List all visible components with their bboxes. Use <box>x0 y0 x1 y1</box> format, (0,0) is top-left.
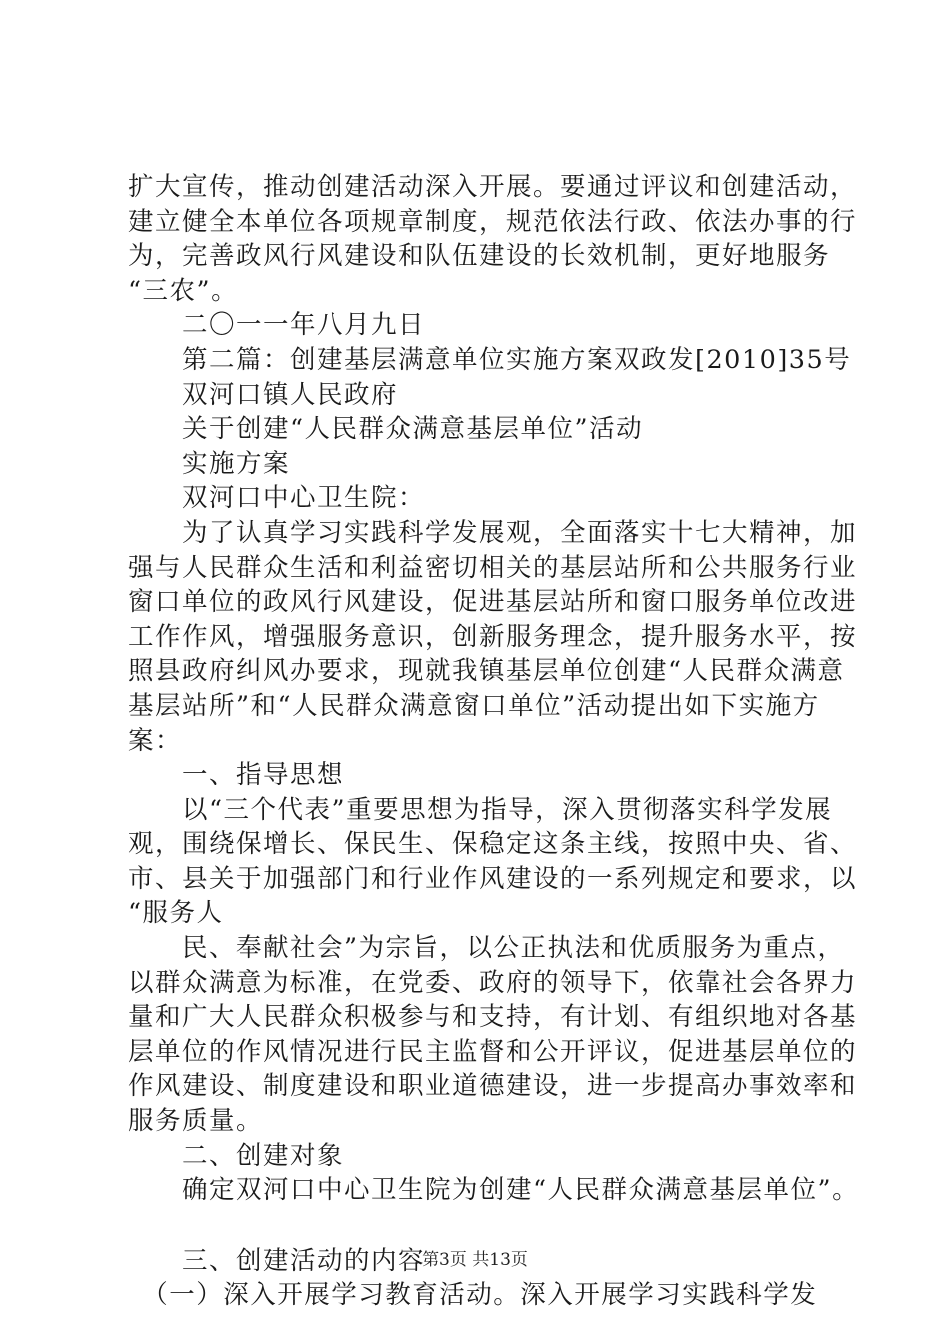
text-line: 二、创建对象 <box>128 1140 345 1171</box>
text-line: 照县政府纠风办要求，现就我镇基层单位创建“人民群众满意 <box>128 656 845 687</box>
text-line: 实施方案 <box>128 448 291 479</box>
text-line: 为了认真学习实践科学发展观，全面落实十七大精神，加 <box>128 517 858 548</box>
text-line: 二〇一一年八月九日 <box>128 310 426 341</box>
text-line: 窗口单位的政风行风建设，促进基层站所和窗口服务单位改进 <box>128 587 858 618</box>
text-line: 第二篇：创建基层满意单位实施方案双政发[2010]35号 <box>128 344 852 375</box>
text-line: 扩大宣传，推动创建活动深入开展。要通过评议和创建活动， <box>128 172 858 202</box>
text-line: 三、创建活动的内容 <box>128 1245 426 1276</box>
text-line: 确定双河口中心卫生院为创建“人民群众满意基层单位”。 <box>128 1175 860 1206</box>
text-line: 作风建设、制度建设和职业道德建设，进一步提高办事效率和 <box>128 1071 858 1102</box>
text-line: 以“三个代表”重要思想为指导，深入贯彻落实科学发展 <box>128 794 833 825</box>
page-footer: 第3页 共13页 <box>422 1250 528 1270</box>
document-body <box>128 170 860 1313</box>
text-line: 关于创建“人民群众满意基层单位”活动 <box>128 414 644 445</box>
text-line: 强与人民群众生活和利益密切相关的基层站所和公共服务行业 <box>128 552 858 583</box>
text-line: 服务质量。 <box>128 1106 264 1137</box>
paragraph-gap <box>128 1208 833 1244</box>
text-line: （一）深入开展学习教育活动。深入开展学习实践科学发 <box>128 1280 818 1311</box>
text-line: 以群众满意为标准，在党委、政府的领导下，依靠社会各界力 <box>128 967 858 998</box>
text-line: 一、指导思想 <box>128 760 345 791</box>
text-line: “三农”。 <box>128 275 239 306</box>
text-line: 建立健全本单位各项规章制度，规范依法行政、依法办事的行 <box>128 206 858 237</box>
text-line: 市、县关于加强部门和行业作风建设的一系列规定和要求，以 <box>128 863 858 894</box>
text-line: 双河口中心卫生院： <box>128 483 426 514</box>
text-line: 民、奉献社会”为宗旨，以公正执法和优质服务为重点， <box>128 933 845 964</box>
text-line: 层单位的作风情况进行民主监督和公开评议，促进基层单位的 <box>128 1036 858 1067</box>
text-line: 工作作风，增强服务意识，创新服务理念，提升服务水平，按 <box>128 621 858 652</box>
text-line: 双河口镇人民政府 <box>128 379 399 410</box>
text-line: “服务人 <box>128 898 224 929</box>
text-line: 基层站所”和“人民群众满意窗口单位”活动提出如下实施方 <box>128 690 820 721</box>
text-line: 为，完善政风行风建设和队伍建设的长效机制，更好地服务 <box>128 241 831 272</box>
text-line: 案： <box>128 725 183 756</box>
text-line: 量和广大人民群众积极参与和支持，有计划、有组织地对各基 <box>128 1002 858 1033</box>
text-line: 观，围绕保增长、保民生、保稳定这条主线，按照中央、省、 <box>128 829 858 860</box>
